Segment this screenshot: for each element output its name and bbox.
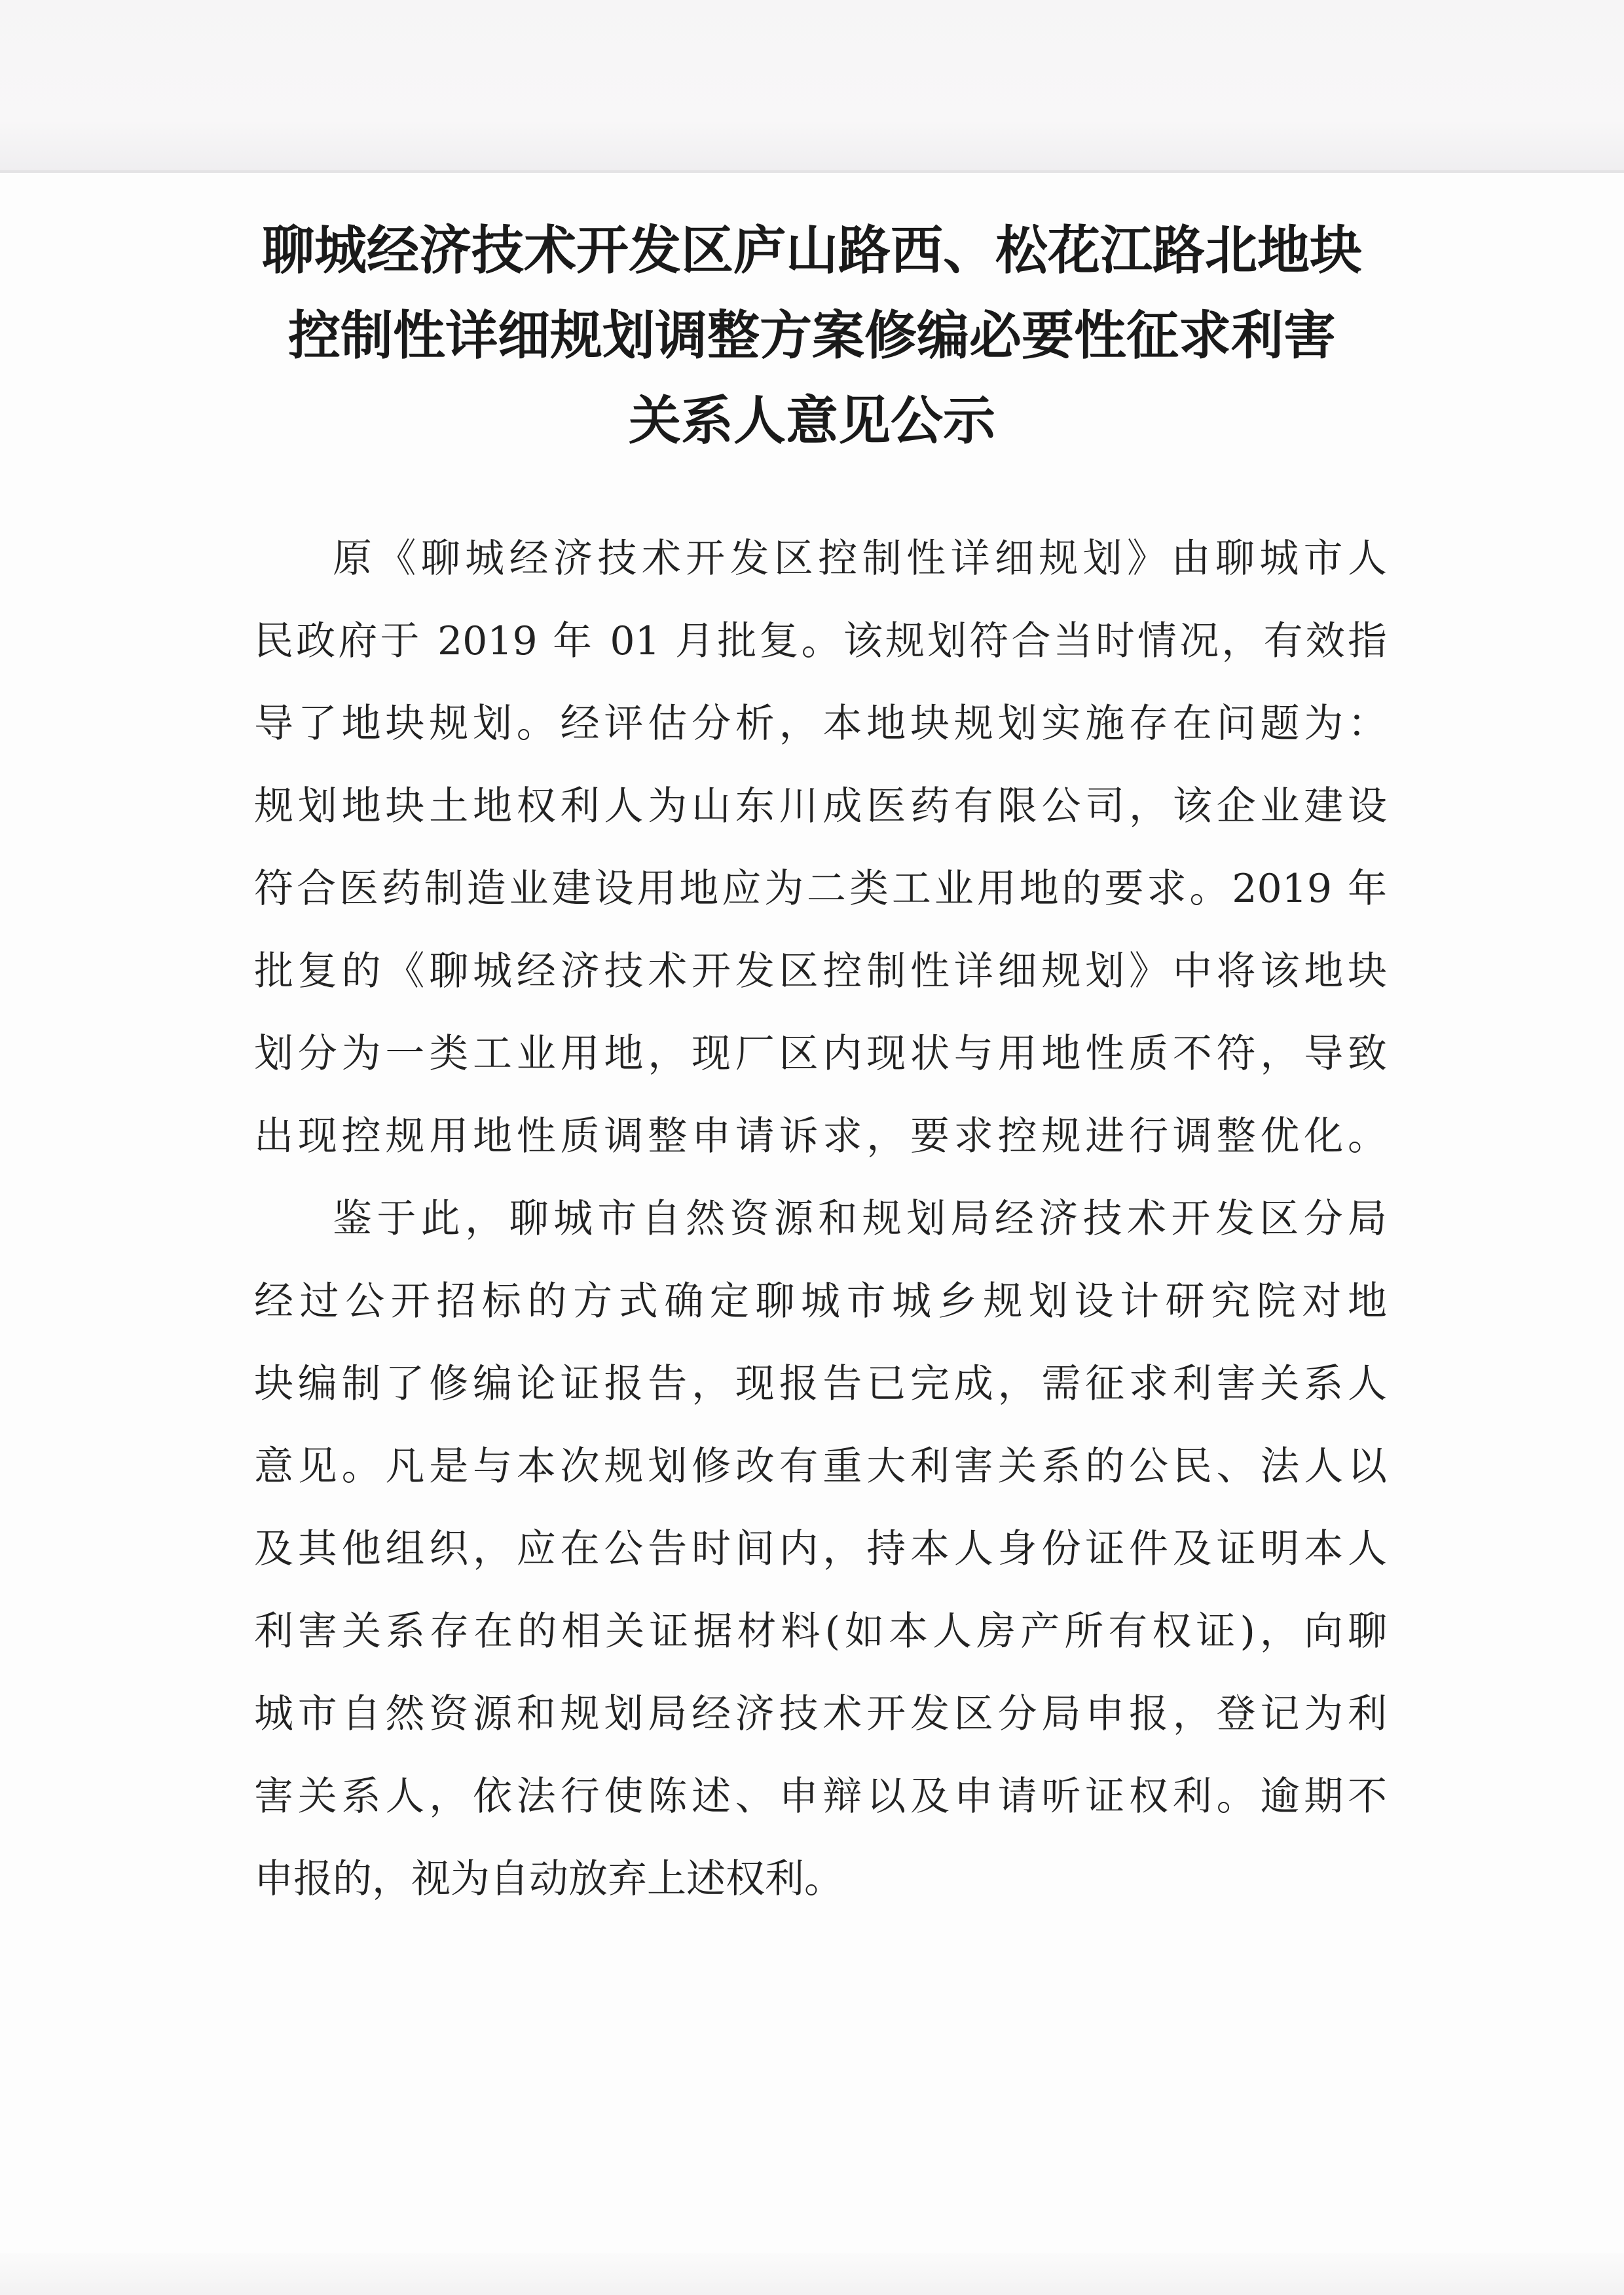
text-line: 划分为一类工业用地，现厂区内现状与用地性质不符，导致 [254, 1031, 1387, 1077]
text-line: 出现控规用地性质调整申请诉求，要求控规进行调整优化。 [254, 1113, 1387, 1159]
scan-header-band [0, 0, 1624, 172]
text-line: 意见。凡是与本次规划修改有重大利害关系的公民、法人以 [254, 1444, 1387, 1489]
paragraph-background [254, 517, 1387, 1178]
text-line: 批复的《聊城经济技术开发区控制性详细规划》中将该地块 [254, 948, 1387, 994]
text-line: 城市自然资源和规划局经济技术开发区分局申报，登记为利 [254, 1691, 1387, 1737]
text-line: 民政府于 2019 年 01 月批复。该规划符合当时情况，有效指 [254, 618, 1387, 664]
text-line: 申报的，视为自动放弃上述权利。 [254, 1856, 843, 1902]
notice-title [196, 208, 1428, 464]
title-line: 聊城经济技术开发区庐山路西、松花江路北地块 [262, 220, 1362, 281]
text-line: 符合医药制造业建设用地应为二类工业用地的要求。2019 年 [254, 866, 1387, 912]
text-line: 利害关系存在的相关证据材料(如本人房产所有权证)，向聊 [254, 1609, 1387, 1654]
text-line: 及其他组织，应在公告时间内，持本人身份证件及证明本人 [254, 1526, 1387, 1572]
text-line: 块编制了修编论证报告，现报告已完成，需征求利害关系人 [254, 1361, 1387, 1407]
scan-footer-band [0, 2253, 1624, 2295]
paragraph-notice [254, 1178, 1387, 1920]
title-line: 关系人意见公示 [629, 390, 995, 451]
text-line: 害关系人，依法行使陈述、申辩以及申请听证权利。逾期不 [254, 1774, 1387, 1819]
text-line: 原《聊城经济技术开发区控制性详细规划》由聊城市人 [333, 536, 1387, 582]
text-line: 导了地块规划。经评估分析，本地块规划实施存在问题为： [254, 701, 1387, 747]
title-line: 控制性详细规划调整方案修编必要性征求利害 [288, 305, 1336, 366]
text-line: 规划地块土地权利人为山东川成医药有限公司，该企业建设 [254, 783, 1387, 829]
text-line: 经过公开招标的方式确定聊城市城乡规划设计研究院对地 [254, 1278, 1387, 1324]
notice-body [254, 517, 1387, 1920]
scan-edge-line [0, 170, 1624, 173]
text-line: 鉴于此，聊城市自然资源和规划局经济技术开发区分局 [333, 1196, 1387, 1242]
